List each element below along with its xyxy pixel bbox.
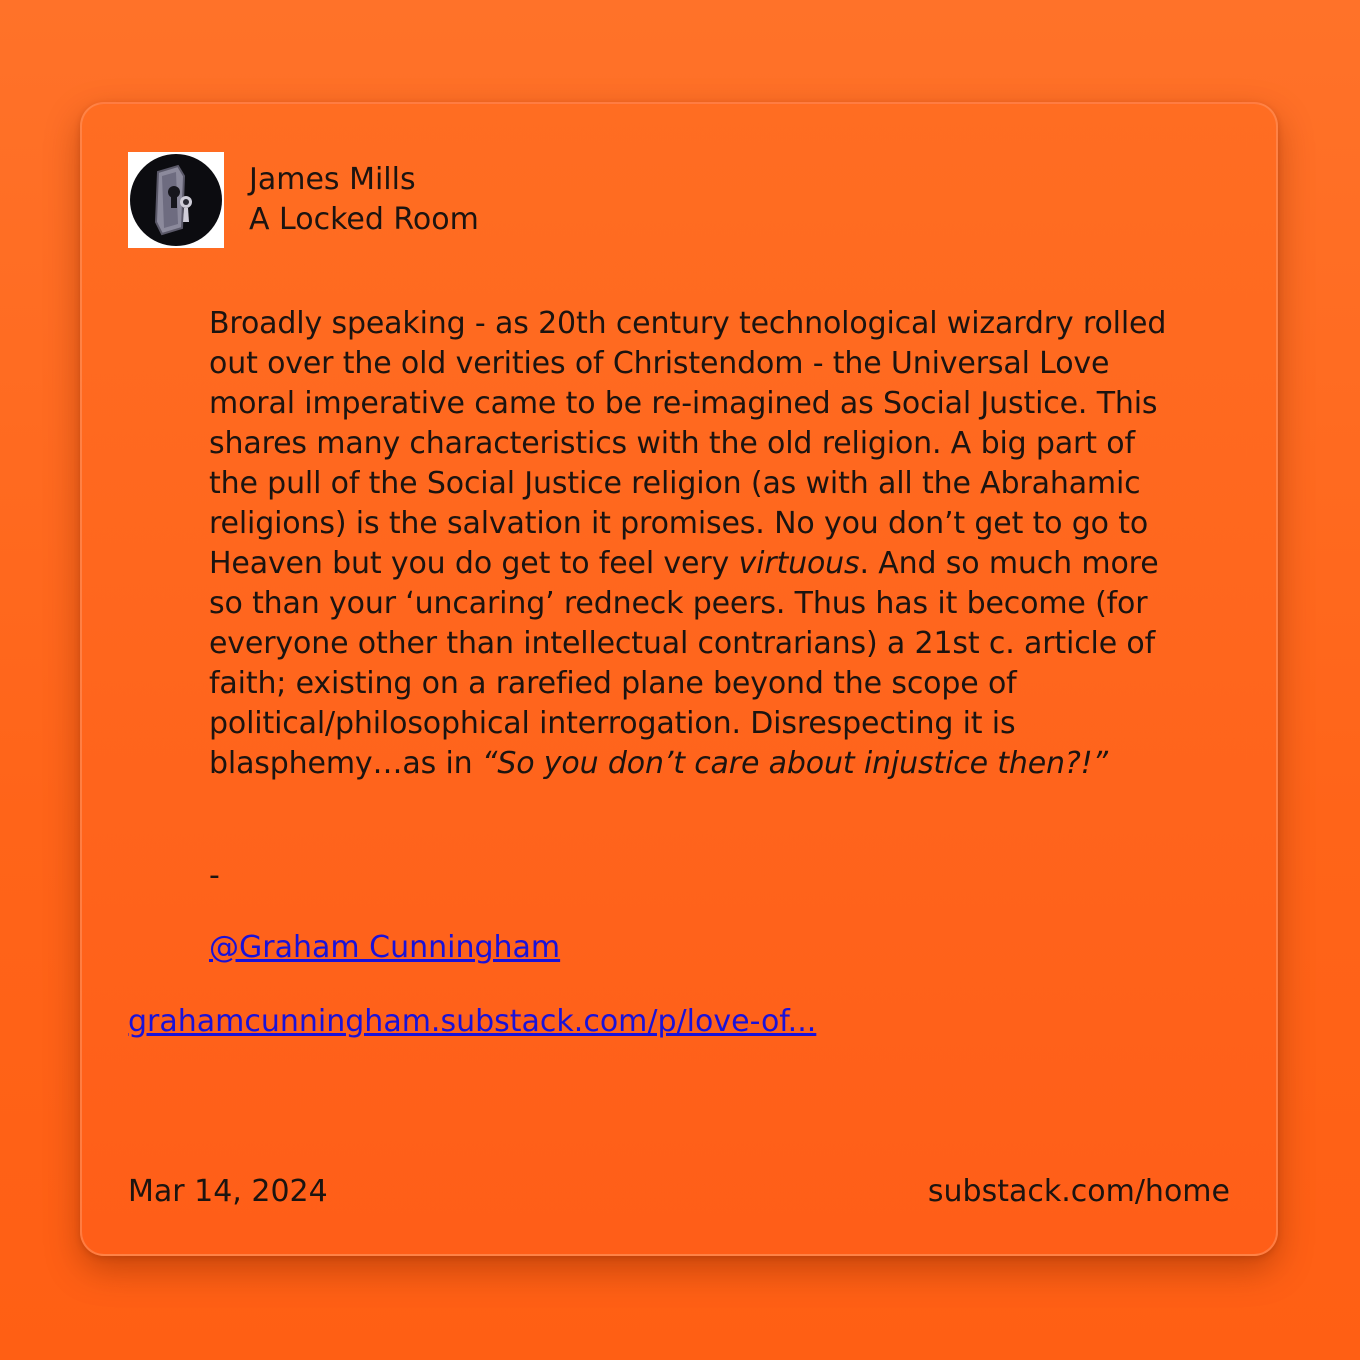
- site-footer: substack.com/home: [927, 1174, 1230, 1209]
- post-date: Mar 14, 2024: [128, 1174, 328, 1209]
- mention-link[interactable]: @Graham Cunningham: [209, 930, 561, 965]
- publication-name[interactable]: A Locked Room: [249, 202, 479, 237]
- author-avatar[interactable]: [128, 152, 224, 248]
- note-card: [80, 102, 1278, 1256]
- keyhole-avatar-icon: [128, 152, 224, 248]
- body-segment: Broadly speaking - as 20th century technological wizardry rolled out over the old verities of Christendom - the Universal Love moral imperative came to be re-imagined as Social Justice. This shares many characteristics with the old religion. A big part of the pull of the Social Justice religion (as with all the Abrahamic religions) is the salvation it promises. No you don’t get to go to Heaven but you do get to feel very: [209, 306, 1167, 581]
- body-segment-italic: virtuous: [738, 546, 860, 581]
- separator: -: [209, 858, 220, 893]
- author-name[interactable]: James Mills: [249, 162, 416, 197]
- note-body: [209, 304, 1169, 784]
- body-segment: . And so much more so than your ‘uncaring’ redneck peers. Thus has it become (for everyone other than intellectual contrarians) a 21st c. article of faith; existing on a rarefied plane beyond the scope of political/philosophical interrogation. Disrespecting it is blasphemy…as in: [209, 546, 1159, 781]
- post-link[interactable]: grahamcunningham.substack.com/p/love-of...: [128, 1004, 817, 1039]
- body-segment-italic: “So you don’t care about injustice then?!”: [481, 746, 1108, 781]
